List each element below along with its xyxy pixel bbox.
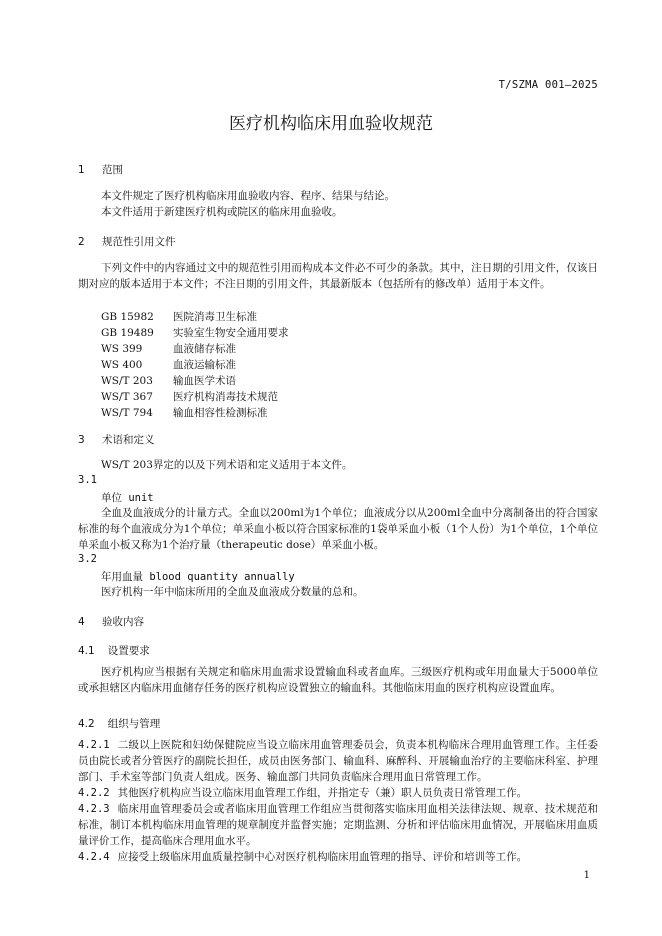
section-3-heading bbox=[78, 432, 155, 447]
reference-title: 实验室生物安全通用要求 bbox=[173, 327, 289, 339]
section-number: 3 bbox=[78, 434, 85, 446]
clause-text: 二级以上医院和妇幼保健院应当设立临床用血管理委员会，负责本机构临床合理用血管理工作。主任委员由院长或者分管医疗的副院长担任，成员由医务部门、输血科、麻醉科、开展输血治疗的主要临床科室、护理部门、手术室等部门负责人组成。医务、输血部门共同负责临床合理用血日常管理工作。 bbox=[78, 739, 598, 783]
reference-row bbox=[101, 405, 268, 420]
reference-code: WS/T 203 bbox=[101, 375, 153, 387]
reference-row bbox=[101, 325, 289, 340]
subsection-number: 4.1 bbox=[78, 645, 95, 657]
term-name: 单位 unit bbox=[101, 492, 154, 504]
reference-title: 医疗机构消毒技术规范 bbox=[173, 391, 278, 403]
subsection-4-1-text: 医疗机构应当根据有关规定和临床用血需求设置输血科或者血库。三级医疗机构或年用血量大于5000单位或承担辖区内临床用血储存任务的医疗机构应设置独立的输血科。其他临床用血的医疗机构应设置血库。 bbox=[78, 666, 598, 694]
reference-code: GB 15982 bbox=[101, 311, 154, 323]
page-number: 1 bbox=[583, 870, 590, 881]
section-title: 验收内容 bbox=[102, 616, 144, 628]
section-2-heading bbox=[78, 234, 176, 249]
term-name: 年用血量 blood quantity annually bbox=[101, 571, 295, 583]
reference-row bbox=[101, 309, 257, 324]
reference-code: WS 400 bbox=[101, 359, 143, 371]
section-number: 1 bbox=[78, 164, 85, 176]
section-title: 术语和定义 bbox=[102, 434, 155, 446]
term-number: 3.2 bbox=[78, 553, 97, 565]
subsection-number: 4.2 bbox=[78, 718, 95, 730]
document-number: T/SZMA 001—2025 bbox=[498, 79, 598, 91]
term-definition: 医疗机构一年中临床所用的全血及血液成分数量的总和。 bbox=[101, 586, 364, 598]
reference-title: 输血医学术语 bbox=[173, 375, 236, 387]
reference-row bbox=[101, 373, 236, 388]
section-2-intro: 下列文件中的内容通过文中的规范性引用而构成本文件必不可少的条款。其中，注日期的引用文件，仅该日期对应的版本适用于本文件；不注日期的引用文件，其最新版本（包括所有的修改单）适用于本文件。 bbox=[78, 262, 598, 290]
term-definition: 全血及血液成分的计量方式。全血以200ml为1个单位；血液成分以从200ml全血中分离制备出的符合国家标准的每个血液成分为1个单位；单采血小板以符合国家标准的1袋单采血小板（1个人份）为1个单位，1个单位单采血小板又称为1个治疗量（therapeutic dose）单采血小板。 bbox=[78, 507, 598, 551]
reference-row bbox=[101, 357, 236, 372]
reference-title: 输血相容性检测标准 bbox=[173, 407, 268, 419]
clause-4-2-3 bbox=[78, 802, 598, 849]
reference-title: 血液储存标准 bbox=[173, 343, 236, 355]
reference-code: WS 399 bbox=[101, 343, 143, 355]
term-number: 3.1 bbox=[78, 474, 97, 486]
subsection-4-1-heading bbox=[78, 643, 150, 658]
clause-text: 临床用血管理委员会或者临床用血管理工作组应当贯彻落实临床用血相关法律法规、规章、技术规范和标准，制订本机构临床用血管理的规章制度并监督实施；定期监测、分析和评估临床用血情况，开展临床用血质量评价工作，提高临床合理用血水平。 bbox=[78, 803, 598, 847]
subsection-title: 组织与管理 bbox=[107, 718, 161, 730]
clause-number: 4.2.2 bbox=[78, 787, 110, 799]
clause-text: 其他医疗机构应当设立临床用血管理工作组，并指定专（兼）职人员负责日常管理工作。 bbox=[117, 787, 528, 799]
reference-row bbox=[101, 389, 278, 404]
clause-text: 应接受上级临床用血质量控制中心对医疗机构临床用血管理的指导、评价和培训等工作。 bbox=[117, 851, 528, 863]
reference-title: 血液运输标准 bbox=[173, 359, 236, 371]
section-3-intro: WS/T 203界定的以及下列术语和定义适用于本文件。 bbox=[101, 459, 353, 471]
reference-code: WS/T 794 bbox=[101, 407, 153, 419]
clause-4-2-1 bbox=[78, 738, 598, 785]
section-title: 规范性引用文件 bbox=[102, 236, 176, 248]
reference-code: GB 19489 bbox=[101, 327, 154, 339]
reference-code: WS/T 367 bbox=[101, 391, 153, 403]
section-1-paragraph-1: 本文件规定了医疗机构临床用血验收内容、程序、结果与结论。 bbox=[101, 190, 395, 202]
clause-4-2-2 bbox=[78, 786, 598, 802]
reference-title: 医院消毒卫生标准 bbox=[173, 311, 257, 323]
clause-4-2-4 bbox=[78, 850, 598, 866]
subsection-4-2-heading bbox=[78, 716, 160, 731]
section-4-heading bbox=[78, 614, 144, 629]
section-1-paragraph-2: 本文件适用于新建医疗机构或院区的临床用血验收。 bbox=[101, 206, 343, 218]
section-title: 范围 bbox=[102, 164, 123, 176]
reference-row bbox=[101, 341, 236, 356]
clause-number: 4.2.3 bbox=[78, 803, 110, 815]
page-title: 医疗机构临床用血验收规范 bbox=[229, 114, 433, 134]
subsection-title: 设置要求 bbox=[107, 645, 150, 657]
clause-number: 4.2.1 bbox=[78, 739, 110, 751]
section-number: 4 bbox=[78, 616, 85, 628]
section-number: 2 bbox=[78, 236, 85, 248]
clause-number: 4.2.4 bbox=[78, 851, 110, 863]
section-1-heading bbox=[78, 162, 123, 177]
